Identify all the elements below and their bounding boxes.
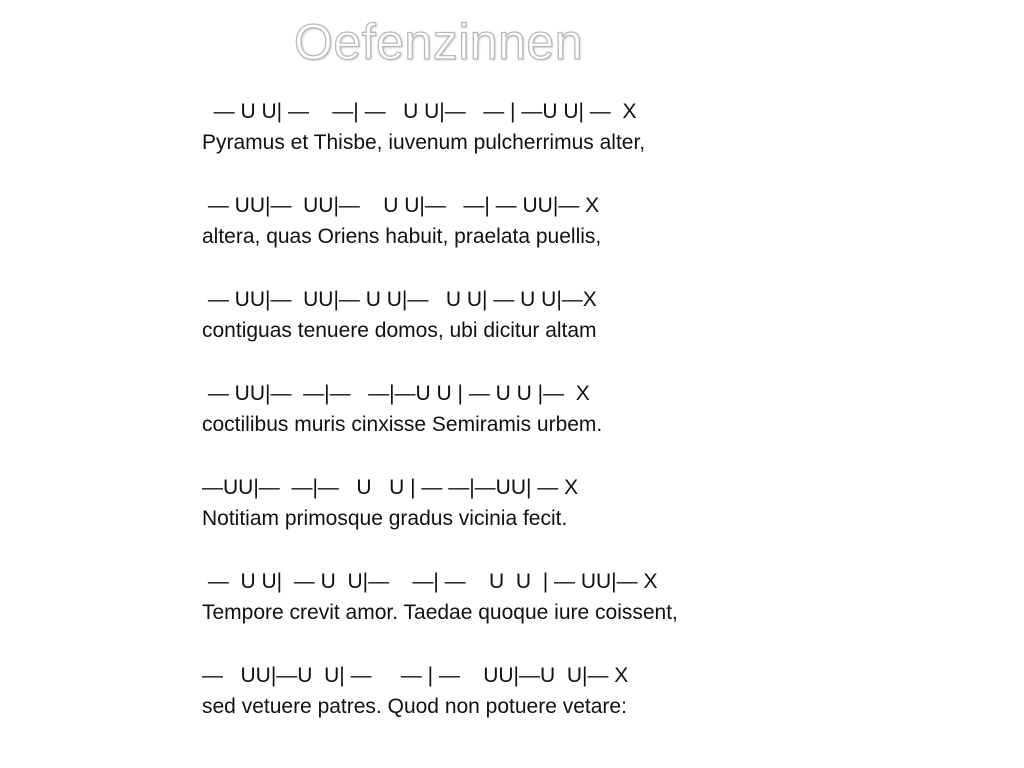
latin-line: sed vetuere patres. Quod non potuere vetare: (202, 695, 627, 718)
scansion-line: — UU|— —|— —|—U U | — U U |— X (202, 382, 590, 405)
scansion-line: — UU|—U U| — — | — UU|—U U|— X (202, 664, 629, 687)
scansion-line: — U U| — U U|— —| — U U | — UU|— X (202, 570, 658, 593)
slide-title: Oefenzinnen (294, 14, 584, 70)
latin-line: contiguas tenuere domos, ubi dicitur altam (202, 319, 597, 342)
latin-line: Notitiam primosque gradus vicinia fecit. (202, 507, 568, 530)
verse-list (202, 96, 922, 754)
verse-4 (202, 378, 922, 440)
latin-line: Pyramus et Thisbe, iuvenum pulcherrimus alter, (202, 131, 646, 154)
scansion-line: — UU|— UU|— U U|— —| — UU|— X (202, 194, 600, 217)
verse-6 (202, 566, 922, 628)
scansion-line: —UU|— —|— U U | — —|—UU| — X (202, 476, 579, 499)
scansion-line: — U U| — —| — U U|— — | —U U| — X (202, 100, 637, 123)
latin-line: coctilibus muris cinxisse Semiramis urbem. (202, 413, 603, 436)
latin-line: Tempore crevit amor. Taedae quoque iure coissent, (202, 601, 678, 624)
scansion-line: — UU|— UU|— U U|— U U| — U U|—X (202, 288, 597, 311)
verse-3 (202, 284, 922, 346)
verse-1 (202, 96, 922, 158)
verse-5 (202, 472, 922, 534)
verse-2 (202, 190, 922, 252)
latin-line: altera, quas Oriens habuit, praelata puellis, (202, 225, 602, 248)
verse-7 (202, 660, 922, 722)
